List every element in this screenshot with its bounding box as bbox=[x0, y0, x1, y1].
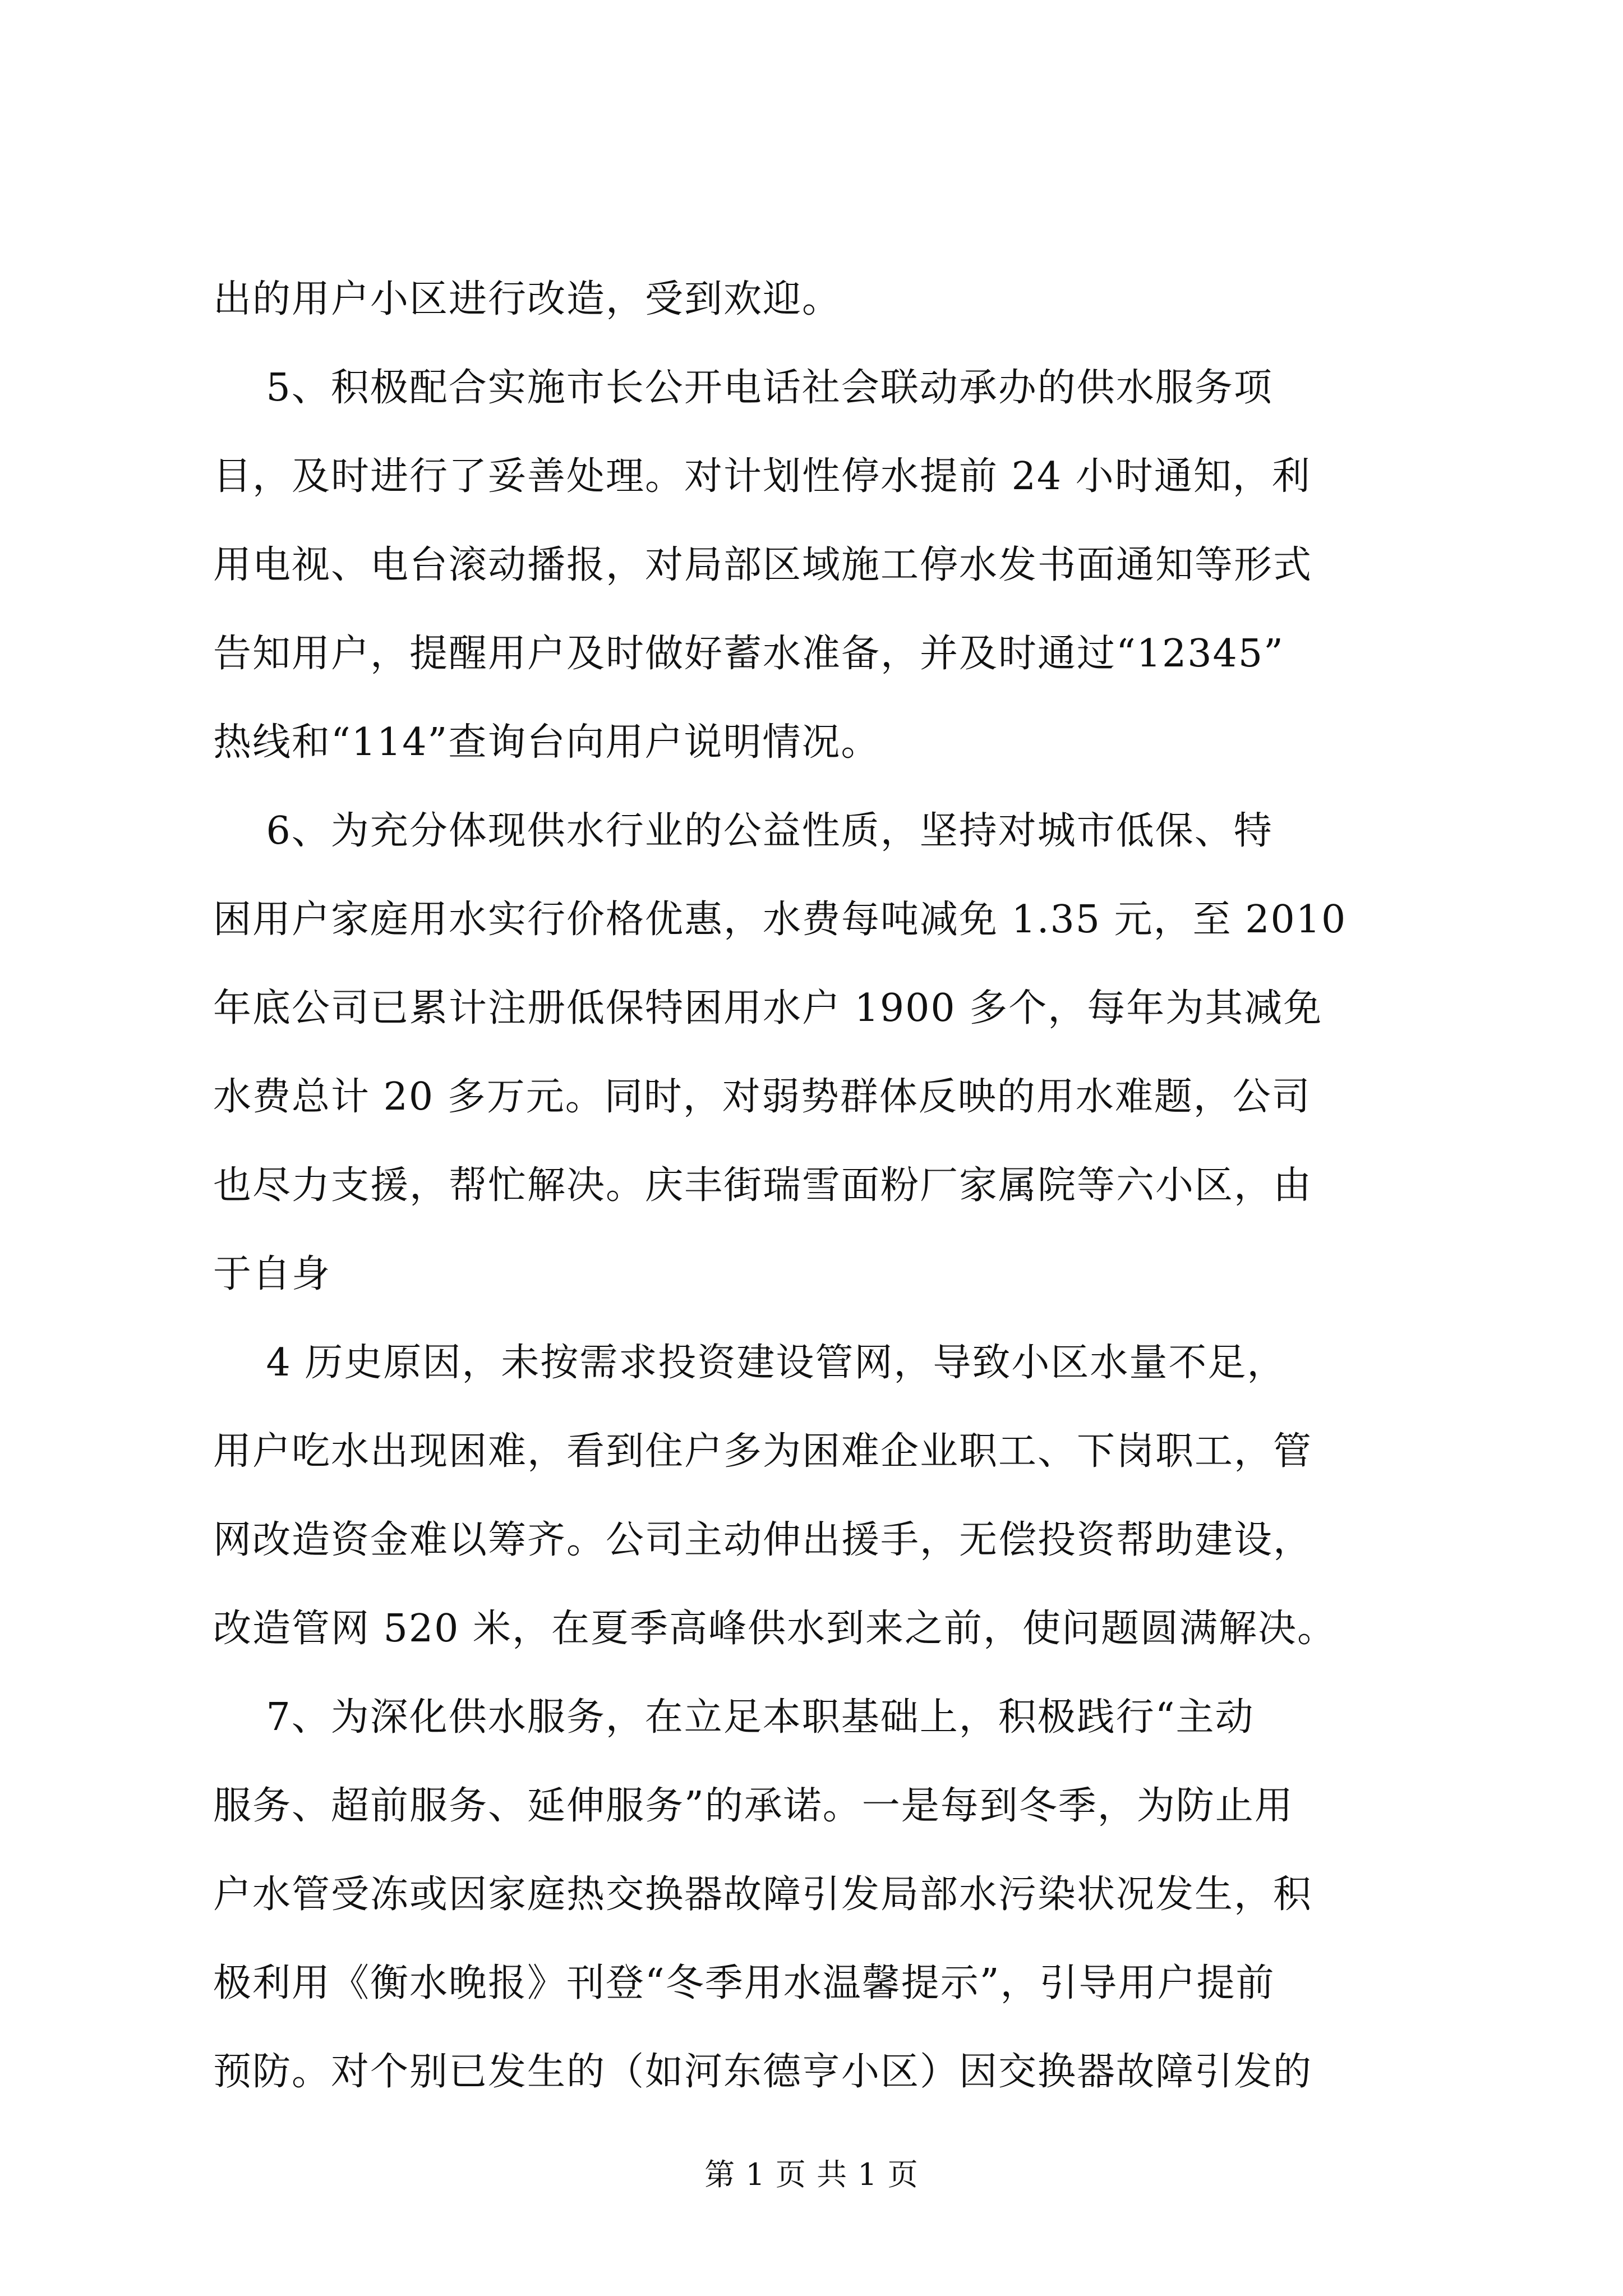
body-line: 也尽力支援，帮忙解决。庆丰街瑞雪面粉厂家属院等六小区，由 bbox=[213, 1163, 1313, 1208]
body-line: 极利用《衡水晚报》刊登“冬季用水温馨提示”，引导用户提前 bbox=[213, 1961, 1275, 2005]
body-line: 出的用户小区进行改造，受到欢迎。 bbox=[213, 277, 842, 321]
body-line: 用电视、电台滚动播报，对局部区域施工停水发书面通知等形式 bbox=[213, 543, 1313, 587]
page-footer: 第 1 页 共 1 页 bbox=[704, 2157, 919, 2192]
body-line: 困用户家庭用水实行价格优惠，水费每吨减免 1.35 元，至 2010 bbox=[213, 898, 1347, 942]
body-line: 于自身 bbox=[213, 1252, 331, 1296]
body-line: 户水管受冻或因家庭热交换器故障引发局部水污染状况发生，积 bbox=[213, 1872, 1313, 1917]
body-line: 目，及时进行了妥善处理。对计划性停水提前 24 小时通知，利 bbox=[213, 454, 1311, 499]
body-line: 改造管网 520 米，在夏季高峰供水到来之前，使问题圆满解决。 bbox=[213, 1607, 1337, 1651]
body-line: 4 历史原因，未按需求投资建设管网，导致小区水量不足， bbox=[213, 1341, 1287, 1385]
body-line: 6、为充分体现供水行业的公益性质，坚持对城市低保、特 bbox=[213, 809, 1273, 853]
body-line: 告知用户，提醒用户及时做好蓄水准备，并及时通过“12345” bbox=[213, 632, 1284, 676]
body-line: 年底公司已累计注册低保特困用水户 1900 多个，每年为其减免 bbox=[213, 986, 1323, 1030]
body-line: 7、为深化供水服务，在立足本职基础上，积极践行“主动 bbox=[213, 1695, 1255, 1740]
body-line: 预防。对个别已发生的（如河东德亨小区）因交换器故障引发的 bbox=[213, 2050, 1313, 2094]
body-line: 服务、超前服务、延伸服务”的承诺。一是每到冬季，为防止用 bbox=[213, 1784, 1294, 1828]
body-line: 热线和“114”查询台向用户说明情况。 bbox=[213, 720, 880, 765]
body-line: 5、积极配合实施市长公开电话社会联动承办的供水服务项 bbox=[213, 366, 1273, 410]
body-line: 用户吃水出现困难，看到住户多为困难企业职工、下岗职工，管 bbox=[213, 1429, 1313, 1474]
body-line: 网改造资金难以筹齐。公司主动伸出援手，无偿投资帮助建设， bbox=[213, 1518, 1313, 1562]
body-line: 水费总计 20 多万元。同时，对弱势群体反映的用水难题，公司 bbox=[213, 1075, 1311, 1119]
